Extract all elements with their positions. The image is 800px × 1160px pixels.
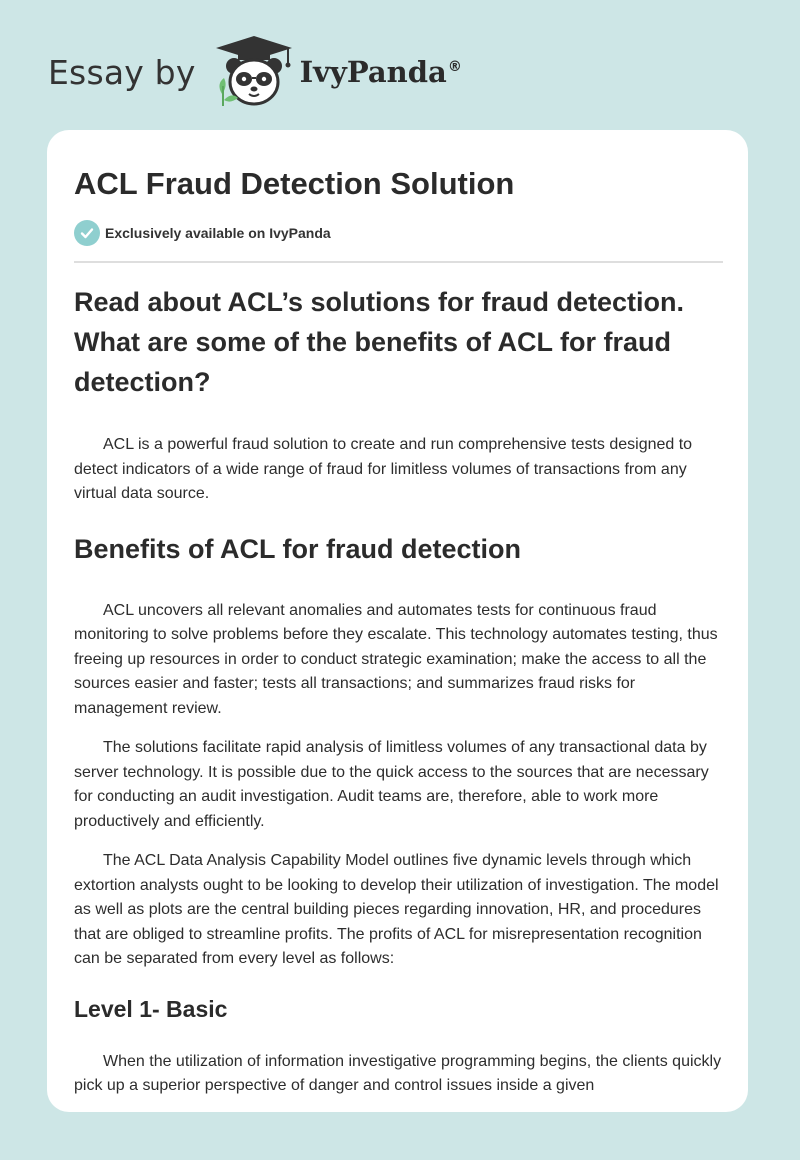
check-circle-icon [74, 220, 100, 246]
level-paragraph: When the utilization of information investigative programming begins, the clients quickly pick up a superior perspective of danger and control issues inside a given [74, 1052, 722, 1094]
brand-header [48, 32, 462, 112]
panda-logo-icon [212, 34, 296, 110]
brand-prefix: Essay by [48, 52, 196, 92]
body-paragraph: The ACL Data Analysis Capability Model outlines five dynamic levels through which extortion analysts ought to be looking to develop their utilization of investigation. The model as well as plots are the central building pieces regarding innovation, HR, and procedures that are obliged to streamline profits. The profits of ACL for misrepresentation recognition can be separated from every level as follows: [74, 852, 719, 967]
body-paragraph: ACL uncovers all relevant anomalies and automates tests for continuous fraud monitoring to solve problems before they escalate. This technology automates testing, thus freeing up resources in order to conduct strategic examination; make the access to all the sources easier and faster; tests all transactions; and summarizes fraud risks for management review. [74, 601, 718, 717]
title-divider [74, 261, 723, 263]
body-paragraph: The solutions facilitate rapid analysis of limitless volumes of any transactional data by server technology. It is possible due to the quick access to the sources that are necessary for conducting an audit investigation. Audit teams are, therefore, able to work more productively and efficiently. [74, 739, 709, 830]
article-body [74, 282, 723, 1112]
exclusive-badge [74, 220, 331, 246]
article-title: ACL Fraud Detection Solution [74, 166, 515, 201]
article-card [47, 130, 748, 1112]
brand-registered-mark: ® [447, 59, 462, 76]
intro-paragraph: ACL is a powerful fraud solution to create and run comprehensive tests designed to detect indicators of a wide range of fraud for limitless volumes of transactions from any virtual data source. [74, 436, 693, 502]
brand-name-text: IvyPanda [299, 55, 447, 89]
question-heading: Read about ACL’s solutions for fraud detection. What are some of the benefits of ACL for fraud detection? [74, 287, 685, 397]
level-heading: Level 1- Basic [74, 995, 228, 1022]
section-heading: Benefits of ACL for fraud detection [74, 533, 522, 564]
brand-name [300, 55, 462, 89]
exclusive-badge-label: Exclusively available on IvyPanda [105, 225, 331, 241]
